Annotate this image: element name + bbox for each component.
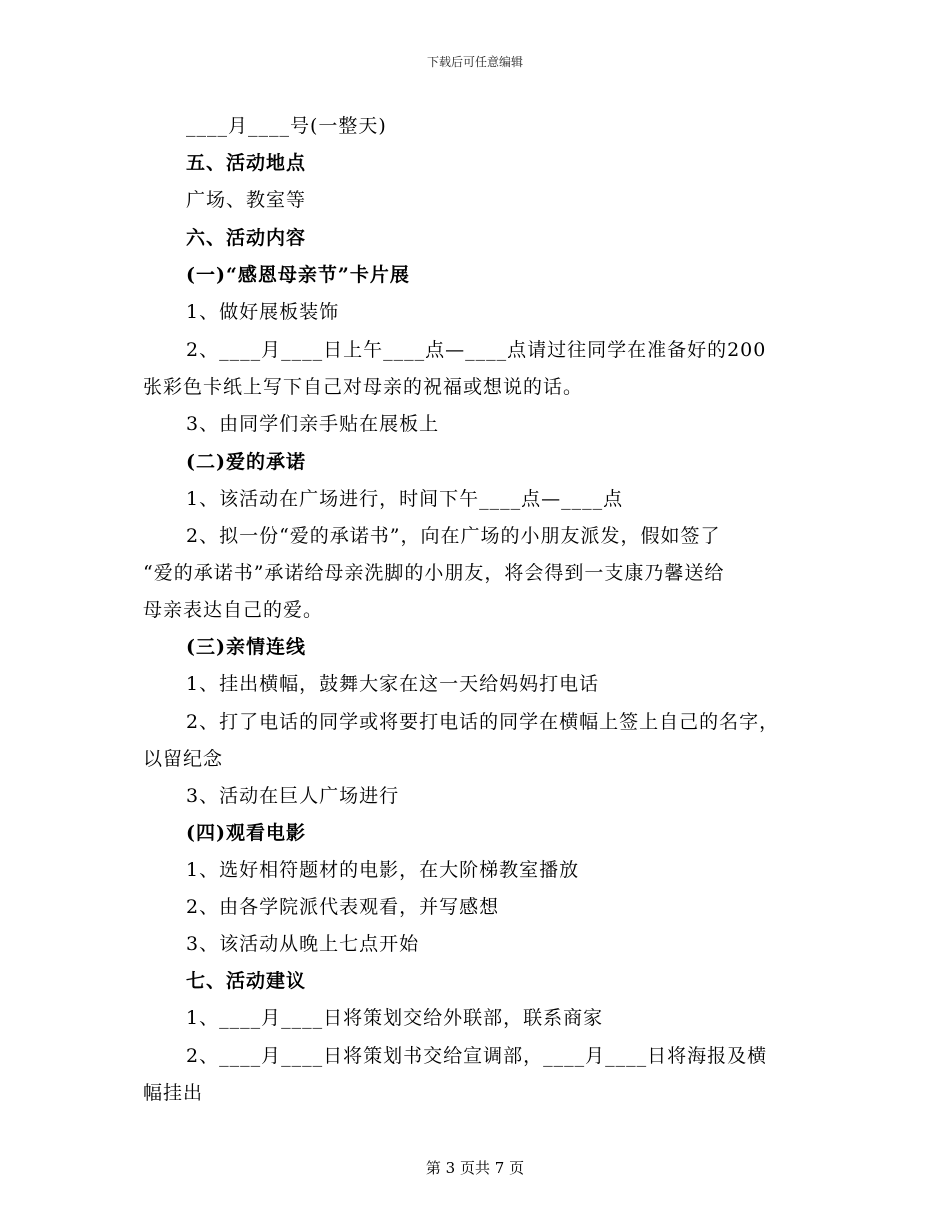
paragraph-line: 1、做好展板装饰 <box>186 301 340 323</box>
paragraph-line: 3、由同学们亲手贴在展板上 <box>186 413 440 435</box>
paragraph-line: 2、____月____日上午____点—____点请过往同学在准备好的200 <box>186 339 767 361</box>
subsection-heading: (二)爱的承诺 <box>186 451 306 473</box>
paragraph-line: 1、选好相符题材的电影，在大阶梯教室播放 <box>186 859 580 881</box>
paragraph-line: 2、____月____日将策划书交给宣调部，____月____日将海报及横 <box>186 1045 768 1067</box>
paragraph-line: 1、挂出横幅，鼓舞大家在这一天给妈妈打电话 <box>186 673 600 695</box>
paragraph-line: 3、该活动从晚上七点开始 <box>186 933 420 955</box>
paragraph-line: 2、由各学院派代表观看，并写感想 <box>186 896 500 918</box>
paragraph-line: 2、打了电话的同学或将要打电话的同学在横幅上签上自己的名字， <box>186 711 780 733</box>
paragraph-line: 3、活动在巨人广场进行 <box>186 785 400 807</box>
section-heading: 六、活动内容 <box>186 227 307 249</box>
paragraph-line: 2、拟一份“爱的承诺书”，向在广场的小朋友派发，假如签了 <box>186 525 721 547</box>
paragraph-line: “爱的承诺书”承诺给母亲洗脚的小朋友，将会得到一支康乃馨送给 <box>143 562 725 584</box>
paragraph-line: 张彩色卡纸上写下自己对母亲的祝福或想说的话。 <box>143 376 584 398</box>
date-line: ____月____号(一整天) <box>186 115 387 137</box>
subsection-heading: (三)亲情连线 <box>186 636 306 658</box>
subsection-heading: (四)观看电影 <box>186 822 306 844</box>
section-heading: 七、活动建议 <box>186 970 307 992</box>
paragraph-line: 1、该活动在广场进行，时间下午____点—____点 <box>186 488 624 510</box>
page-footer: 第 3 页共 7 页 <box>425 1159 525 1177</box>
paragraph-line: 母亲表达自己的爱。 <box>143 599 324 621</box>
subsection-heading: (一)“感恩母亲节”卡片展 <box>186 264 410 286</box>
section-heading: 五、活动地点 <box>186 152 307 174</box>
page-header: 下载后可任意编辑 <box>426 55 523 69</box>
paragraph-line: 广场、教室等 <box>186 189 307 211</box>
paragraph-line: 以留纪念 <box>143 748 224 770</box>
paragraph-line: 1、____月____日将策划交给外联部，联系商家 <box>186 1007 604 1029</box>
paragraph-line: 幅挂出 <box>143 1082 204 1104</box>
